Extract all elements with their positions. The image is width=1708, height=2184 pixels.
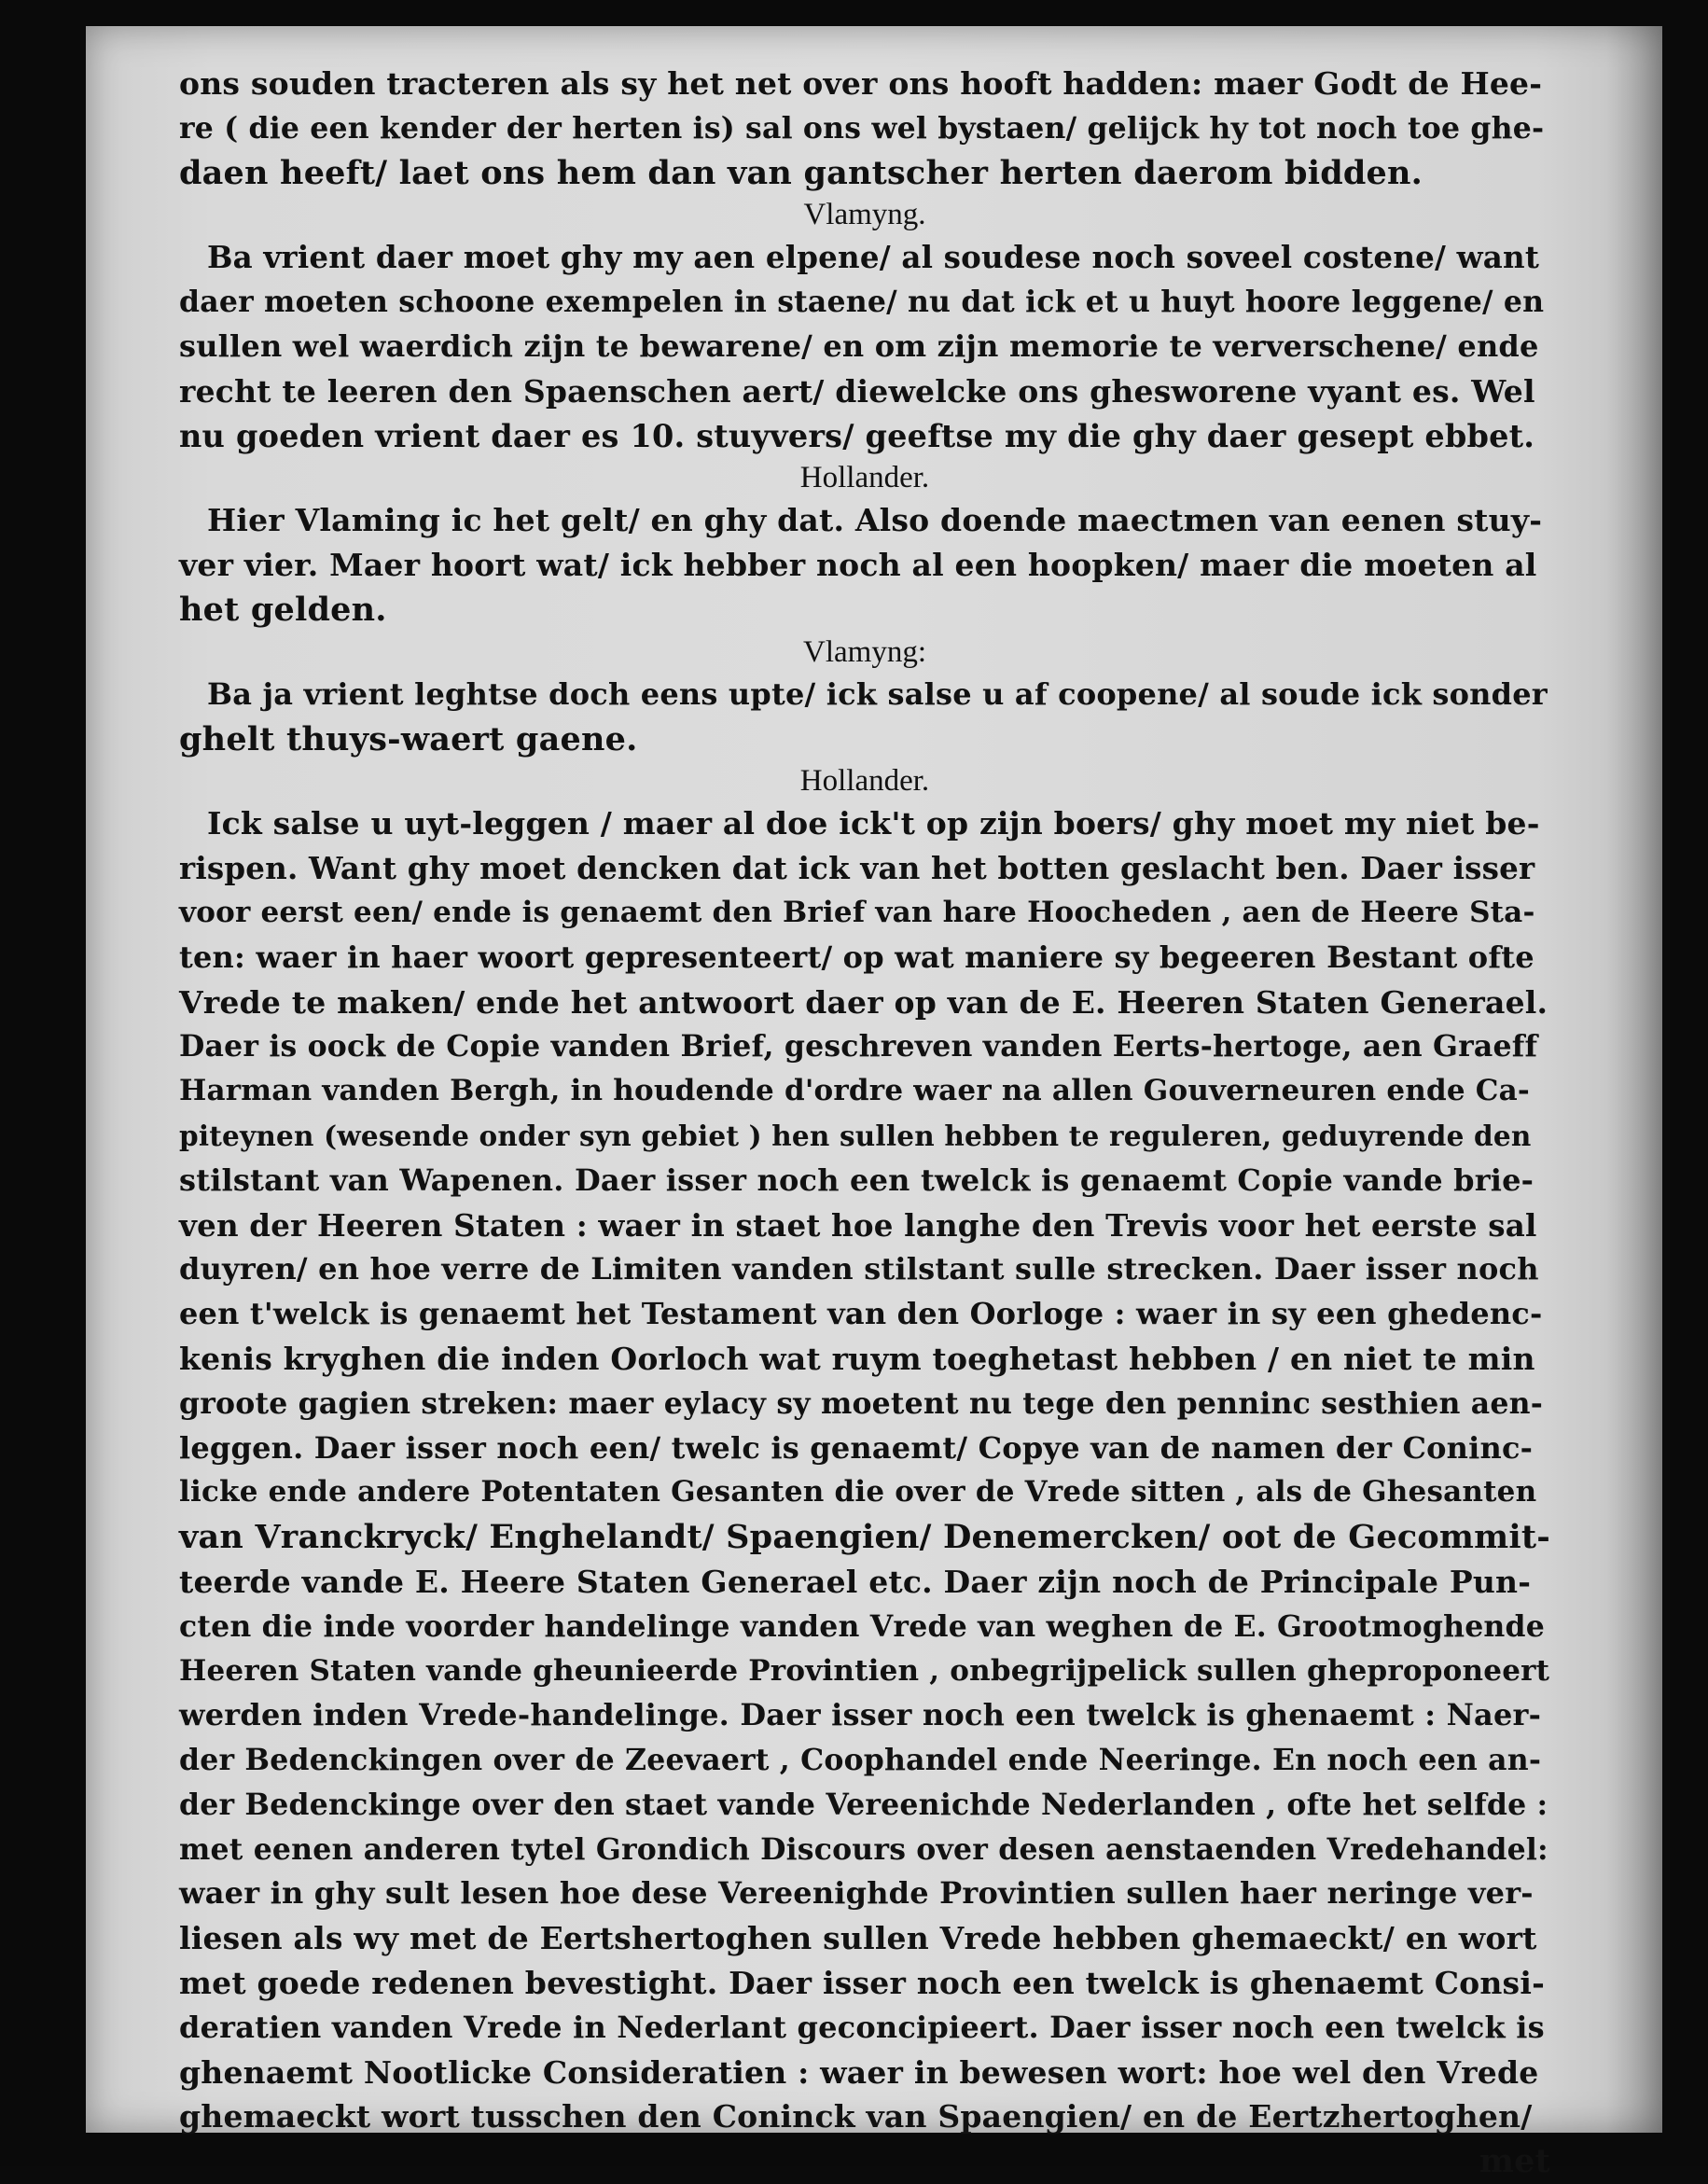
text-line: daer moeten schoone exempelen in staene/ nu dat ick et u huyt hoore leggene/ en: [179, 285, 1545, 320]
text-line: het gelden.: [179, 590, 387, 629]
speaker-heading: Hollander.: [799, 461, 930, 495]
text-line: leggen. Daer isser noch een/ twelc is genaemt/ Copye van de namen der Coninc-: [179, 1429, 1534, 1466]
text-line: liesen als wy met de Eertshertoghen sullen Vrede hebben ghemaeckt/ en wort: [179, 1920, 1537, 1957]
book-page: [86, 26, 1662, 2181]
text-line: voor eerst een/ ende is genaemt den Brief van hare Hoocheden , aen de Heere Sta-: [179, 895, 1535, 929]
text-line: Daer is oock de Copie vanden Brief, geschreven vanden Eerts-hertoge, aen Graeff: [179, 1029, 1538, 1064]
text-line: met goede redenen bevestight. Daer isser noch een twelck is ghenaemt Consi-: [179, 1965, 1545, 2002]
text-line: groote gagien streken: maer eylacy sy moetent nu tege den penninc sesthien aen-: [179, 1385, 1544, 1421]
text-line: ven der Heeren Staten : waer in staet hoe langhe den Trevis voor het eerste sal: [179, 1206, 1537, 1244]
speaker-heading: Vlamyng.: [803, 198, 926, 232]
text-line: piteynen (wesende onder syn gebiet ) hen sullen hebben te reguleren, geduyrende den: [179, 1119, 1532, 1152]
speaker-heading: Vlamyng:: [803, 634, 926, 669]
text-line: met eenen anderen tytel Grondich Discours over desen aenstaenden Vredehandel:: [179, 1831, 1548, 1867]
text-line: rispen. Want ghy moet dencken dat ick van het botten geslacht ben. Daer isser: [179, 850, 1535, 887]
text-line: der Bedenckinge over den staet vande Vereenichde Nederlanden , ofte het selfde :: [179, 1787, 1548, 1822]
text-line: deratien vanden Vrede in Nederlant geconcipieert. Daer isser noch een twelck is: [179, 2009, 1545, 2045]
page-text-block: [179, 62, 1550, 2184]
page-gutter-shadow: [1606, 26, 1662, 2133]
text-line: teerde vande E. Heere Staten Generael etc. Daer zijn noch de Principale Pun-: [179, 1563, 1532, 1600]
text-line: Hier Vlaming ic het gelt/ en ghy dat. Also doende maectmen van eenen stuy-: [207, 502, 1543, 539]
text-line: duyren/ en hoe verre de Limiten vanden stilstant sulle strecken. Daer isser noch: [179, 1251, 1539, 1287]
text-line: ghemaeckt wort tusschen den Coninck van Spaengien/ en de Eertzhertoghen/: [179, 2098, 1533, 2135]
text-line: der Bedenckingen over de Zeevaert , Coophandel ende Neeringe. En noch een an-: [179, 1743, 1542, 1778]
text-line: ghelt thuys-waert gaene.: [179, 719, 638, 758]
text-line: sullen wel waerdich zijn te bewarene/ en om zijn memorie te ververschene/ ende: [179, 327, 1539, 364]
text-line: waer in ghy sult lesen hoe dese Vereenighde Provintien sullen haer neringe ver-: [179, 1875, 1534, 1912]
text-line: daen heeft/ laet ons hem dan van gantscher herten daerom bidden.: [179, 153, 1423, 192]
text-line: van Vranckryck/ Enghelandt/ Spaengien/ Denemercken/ oot de Gecommit-: [179, 1518, 1550, 1557]
text-line: licke ende andere Potentaten Gesanten die over de Vrede sitten , als de Ghesanten: [179, 1475, 1537, 1509]
text-line: werden inden Vrede-handelinge. Daer isser noch een twelck is ghenaemt : Naer-: [179, 1697, 1542, 1733]
text-line: Vrede te maken/ ende het antwoort daer op van de E. Heeren Staten Generael.: [179, 983, 1548, 1021]
speaker-heading: Hollander.: [799, 764, 930, 799]
text-line: re ( die een kender der herten is) sal ons wel bystaen/ gelijck hy tot noch toe ghe-: [179, 110, 1545, 146]
text-line: Ba ja vrient leghtse doch eens upte/ ick salse u af coopene/ al soude ick sonder: [207, 675, 1548, 712]
text-line: stilstant van Wapenen. Daer isser noch een twelck is genaemt Copie vande brie-: [179, 1162, 1534, 1198]
text-line: Heeren Staten vande gheunieerde Provintien , onbegrijpelick sullen gheproponeert: [179, 1653, 1550, 1688]
catchword: met: [1479, 2142, 1550, 2181]
text-line: Ick salse u uyt-leggen / maer al doe ick't op zijn boers/ ghy moet my niet be-: [207, 805, 1540, 842]
text-line: een t'welck is genaemt het Testament van den Oorloge : waer in sy een ghedenc-: [179, 1296, 1543, 1332]
text-line: ten: waer in haer woort gepresenteert/ op wat maniere sy begeeren Bestant ofte: [179, 939, 1534, 975]
text-line: nu goeden vrient daer es 10. stuyvers/ geeftse my die ghy daer gesept ebbet.: [179, 417, 1535, 454]
text-line: recht te leeren den Spaenschen aert/ diewelcke ons ghesworene vyant es. Wel: [179, 372, 1535, 410]
text-line: ghenaemt Nootlicke Consideratien : waer in bewesen wort: hoe wel den Vrede: [179, 2053, 1539, 2091]
text-line: Harman vanden Bergh, in houdende d'ordre waer na allen Gouverneuren ende Ca-: [179, 1074, 1530, 1108]
text-line: ons souden tracteren als sy het net over ons hooft hadden: maer Godt de Hee-: [179, 65, 1543, 102]
text-line: Ba vrient daer moet ghy my aen elpene/ al soudese noch soveel costene/ want: [207, 239, 1540, 276]
text-line: ver vier. Maer hoort wat/ ick hebber noch al een hoopken/ maer die moeten al: [179, 547, 1537, 584]
text-line: kenis kryghen die inden Oorloch wat ruym toeghetast hebben / en niet te min: [179, 1340, 1535, 1377]
text-line: cten die inde voorder handelinge vanden Vrede van weghen de E. Grootmoghende: [179, 1608, 1545, 1644]
